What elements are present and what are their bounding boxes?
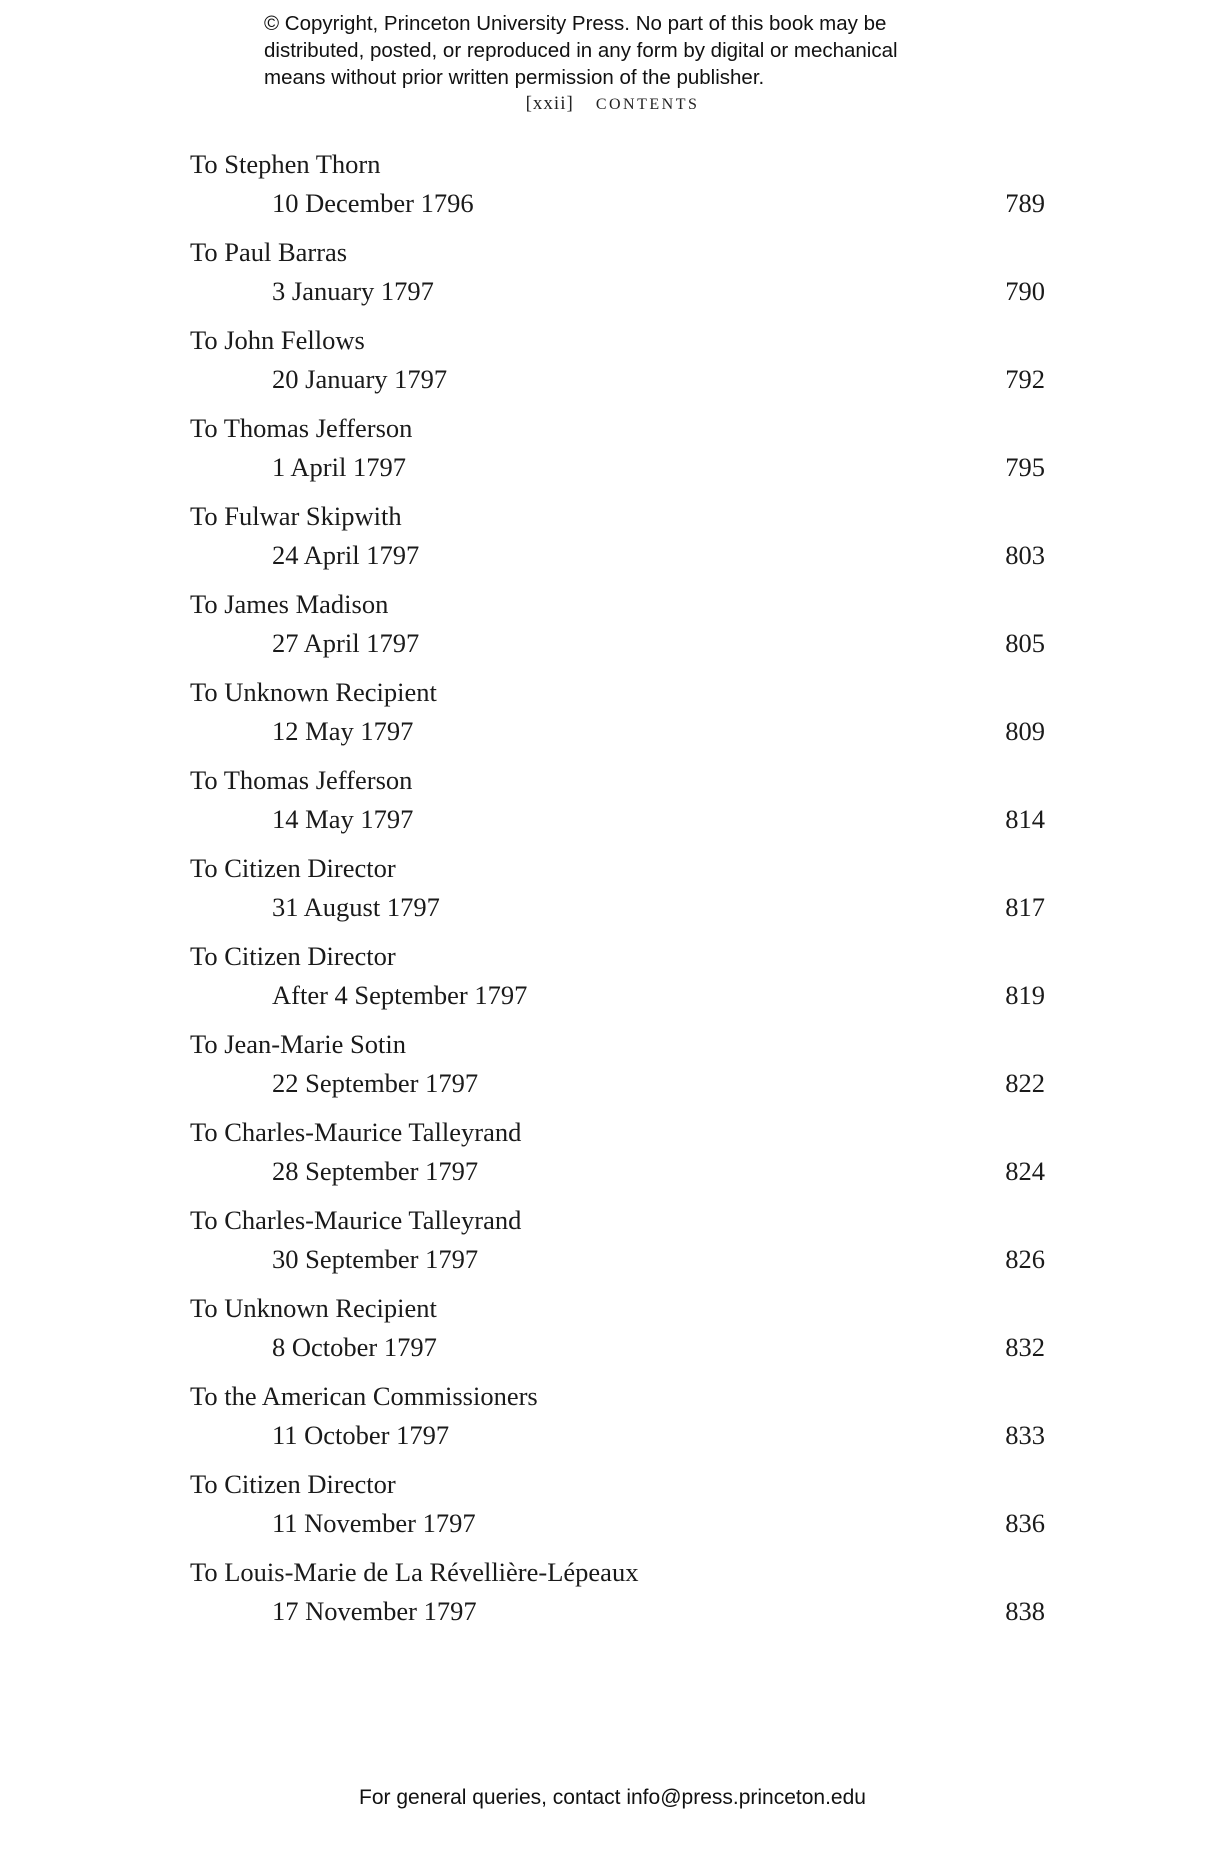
- entry-page-number: 819: [1005, 980, 1045, 1010]
- entry-date: 27 April 1797: [272, 628, 420, 658]
- copyright-line: © Copyright, Princeton University Press. No part of this book may be: [264, 12, 887, 35]
- entry-page-number: 832: [1005, 1332, 1045, 1362]
- entry-date: 22 September 1797: [272, 1068, 479, 1098]
- footer-contact: For general queries, contact info@press.princeton.edu: [359, 1786, 866, 1809]
- toc-entry: [190, 1553, 1045, 1641]
- entry-page-number: 795: [1005, 452, 1045, 482]
- copyright-line: means without prior written permission of the publisher.: [264, 66, 765, 89]
- entry-recipient: To the American Commissioners: [190, 1381, 538, 1411]
- entry-page-number: 836: [1005, 1508, 1045, 1538]
- entry-recipient: To Citizen Director: [190, 853, 396, 883]
- entry-date: 10 December 1796: [272, 188, 474, 218]
- entry-page-number: 809: [1005, 716, 1045, 746]
- entry-recipient: To Charles-Maurice Talleyrand: [190, 1117, 522, 1147]
- entry-page-number: 803: [1005, 540, 1045, 570]
- entry-date: 30 September 1797: [272, 1244, 479, 1274]
- entry-date: 8 October 1797: [272, 1332, 437, 1362]
- toc-entry: [190, 409, 1045, 497]
- toc-entry: [190, 233, 1045, 321]
- entry-recipient: To Thomas Jefferson: [190, 413, 413, 443]
- entry-page-number: 817: [1005, 892, 1045, 922]
- toc-entry: [190, 761, 1045, 849]
- entry-recipient: To Unknown Recipient: [190, 677, 437, 707]
- entry-date: 3 January 1797: [272, 276, 434, 306]
- entry-recipient: To Charles-Maurice Talleyrand: [190, 1205, 522, 1235]
- copyright-line: distributed, posted, or reproduced in any form by digital or mechanical: [264, 39, 898, 62]
- entry-recipient: To Jean-Marie Sotin: [190, 1029, 406, 1059]
- entry-date: 31 August 1797: [272, 892, 440, 922]
- entry-date: 28 September 1797: [272, 1156, 479, 1186]
- entry-page-number: 826: [1005, 1244, 1045, 1274]
- entry-date: 12 May 1797: [272, 716, 414, 746]
- section-label: CONTENTS: [595, 96, 700, 113]
- entry-date: 17 November 1797: [272, 1596, 477, 1626]
- toc-entry: [190, 1377, 1045, 1465]
- entry-recipient: To Stephen Thorn: [190, 149, 381, 179]
- entry-date: After 4 September 1797: [272, 980, 528, 1010]
- entry-recipient: To Fulwar Skipwith: [190, 501, 402, 531]
- entry-recipient: To Louis-Marie de La Révellière-Lépeaux: [190, 1557, 639, 1587]
- entry-page-number: 824: [1005, 1156, 1045, 1186]
- toc-entry: [190, 1025, 1045, 1113]
- toc-entry: [190, 1465, 1045, 1553]
- toc-entry: [190, 937, 1045, 1025]
- entry-page-number: 792: [1005, 364, 1045, 394]
- entry-recipient: To Unknown Recipient: [190, 1293, 437, 1323]
- entry-page-number: 814: [1005, 804, 1045, 834]
- entry-date: 11 October 1797: [272, 1420, 450, 1450]
- entry-page-number: 822: [1005, 1068, 1045, 1098]
- entry-date: 14 May 1797: [272, 804, 414, 834]
- entry-recipient: To Citizen Director: [190, 941, 396, 971]
- entry-page-number: 805: [1005, 628, 1045, 658]
- entry-recipient: To Paul Barras: [190, 237, 348, 267]
- toc-entry: [190, 585, 1045, 673]
- toc-entry: [190, 1289, 1045, 1377]
- entry-date: 24 April 1797: [272, 540, 420, 570]
- entry-recipient: To James Madison: [190, 589, 389, 619]
- entry-recipient: To Citizen Director: [190, 1469, 396, 1499]
- toc-entry: [190, 497, 1045, 585]
- entry-page-number: 789: [1005, 188, 1045, 218]
- entry-recipient: To John Fellows: [190, 325, 365, 355]
- contents-list: [190, 145, 1045, 1641]
- entry-date: 11 November 1797: [272, 1508, 476, 1538]
- entry-recipient: To Thomas Jefferson: [190, 765, 413, 795]
- entry-date: 20 January 1797: [272, 364, 448, 394]
- toc-entry: [190, 321, 1045, 409]
- toc-entry: [190, 1113, 1045, 1201]
- entry-page-number: 833: [1005, 1420, 1045, 1450]
- page-folio: [xxii]: [525, 93, 574, 114]
- toc-entry: [190, 1201, 1045, 1289]
- entry-page-number: 790: [1005, 276, 1045, 306]
- entry-date: 1 April 1797: [272, 452, 406, 482]
- entry-page-number: 838: [1005, 1596, 1045, 1626]
- toc-entry: [190, 673, 1045, 761]
- copyright-notice: [264, 10, 984, 91]
- toc-entry: [190, 145, 1045, 233]
- running-head: [0, 93, 1225, 115]
- toc-entry: [190, 849, 1045, 937]
